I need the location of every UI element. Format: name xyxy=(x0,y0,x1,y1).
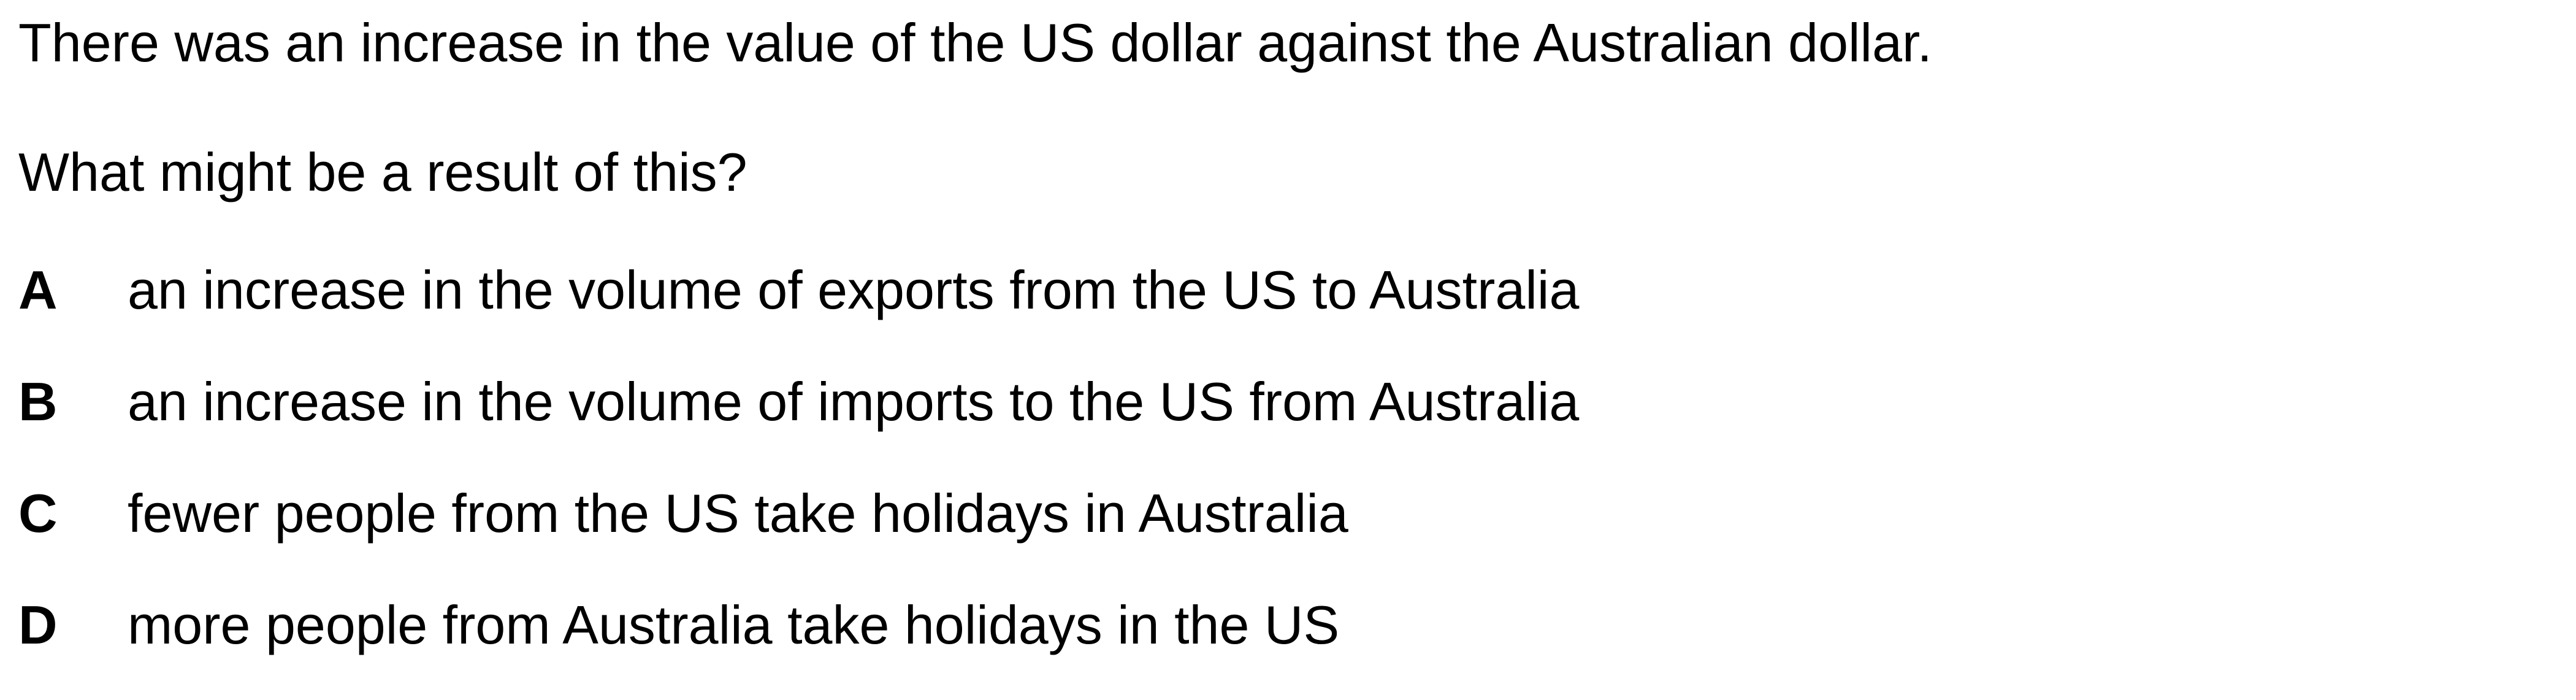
option-d-text: more people from Australia take holidays in the US xyxy=(128,594,1340,655)
question-stem: There was an increase in the value of the US dollar against the Australian dollar. xyxy=(18,12,1932,73)
question-prompt: What might be a result of this? xyxy=(18,142,747,202)
option-c[interactable] xyxy=(18,477,1579,588)
option-c-letter: C xyxy=(18,483,58,544)
option-a-text: an increase in the volume of exports from the US to Australia xyxy=(128,260,1580,320)
option-b[interactable] xyxy=(18,365,1579,477)
option-b-letter: B xyxy=(18,371,58,432)
option-d[interactable] xyxy=(18,588,1579,700)
option-b-text: an increase in the volume of imports to the US from Australia xyxy=(128,371,1580,432)
option-d-letter: D xyxy=(18,594,58,655)
answer-options xyxy=(18,253,1579,700)
option-a-letter: A xyxy=(18,260,58,320)
option-c-text: fewer people from the US take holidays in Australia xyxy=(128,483,1348,544)
option-a[interactable] xyxy=(18,253,1579,365)
